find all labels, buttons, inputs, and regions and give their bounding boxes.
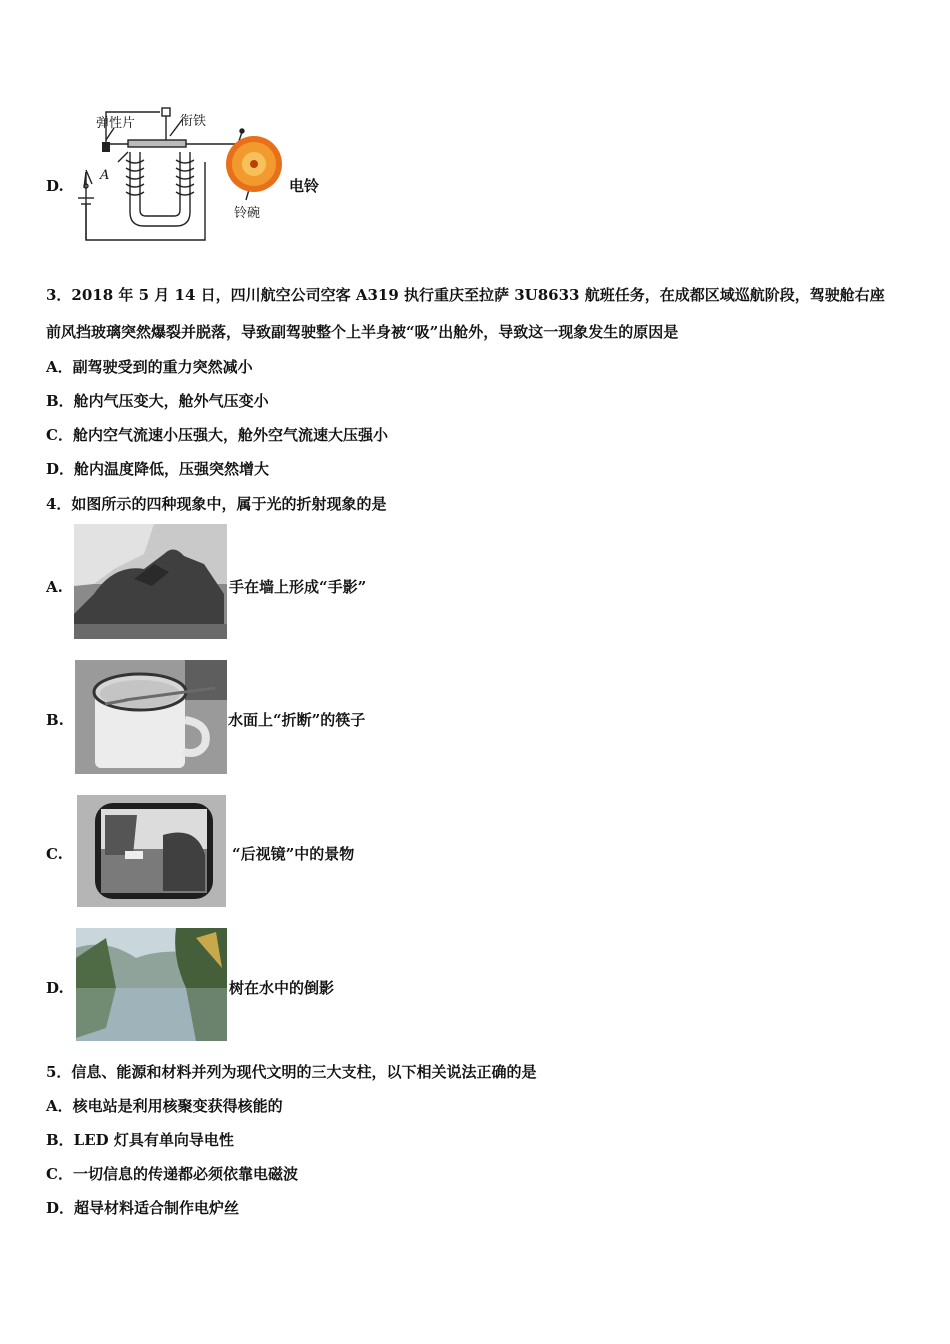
rearview-mirror-image — [77, 795, 226, 907]
q3-stem-line1: 3．2018 年 5 月 14 日，四川航空公司空客 A319 执行重庆至拉萨 3U8633 航班任务，在成都区域巡航阶段，驾驶舱右座 — [46, 286, 885, 304]
q4-option-d-label: D. — [46, 979, 64, 997]
q3-option-c: C．舱内空气流速小压强大，舱外空气流速大压强小 — [46, 426, 388, 444]
chopstick-cup-image — [75, 660, 227, 774]
q3-option-a: A．副驾驶受到的重力突然减小 — [46, 358, 253, 376]
q5-option-c: C．一切信息的传递都必须依靠电磁波 — [46, 1165, 298, 1183]
tree-reflection-image — [76, 928, 227, 1041]
q3-option-d: D．舱内温度降低，压强突然增大 — [46, 460, 270, 478]
q2-option-d-caption: 电铃 — [289, 177, 320, 195]
spring-plate-label: 弹性片 — [96, 116, 136, 131]
q4-option-b-label: B. — [46, 711, 64, 729]
armature-label: 衔铁 — [180, 114, 207, 129]
q5-option-d: D．超导材料适合制作电炉丝 — [46, 1199, 240, 1217]
q4-option-c-caption: “后视镜”中的景物 — [232, 845, 355, 863]
q2-option-d-label: D. — [46, 177, 64, 195]
q3-option-b: B．舱内气压变大，舱外气压变小 — [46, 392, 269, 410]
q4-option-a-label: A. — [46, 578, 63, 596]
bell-bowl-label: 铃碗 — [234, 206, 261, 221]
point-a-label: A — [100, 168, 110, 183]
q5-stem: 5．信息、能源和材料并列为现代文明的三大支柱，以下相关说法正确的是 — [46, 1063, 537, 1081]
q4-option-d-caption: 树在水中的倒影 — [229, 979, 335, 997]
q5-option-a: A．核电站是利用核聚变获得核能的 — [46, 1097, 283, 1115]
q4-option-a-caption: 手在墙上形成“手影” — [229, 578, 367, 596]
q4-option-b-caption: 水面上“折断”的筷子 — [228, 711, 366, 729]
q4-option-c-label: C. — [46, 845, 63, 863]
hand-shadow-image — [74, 524, 227, 639]
q4-stem: 4．如图所示的四种现象中，属于光的折射现象的是 — [46, 495, 387, 513]
electric-bell-diagram — [70, 102, 310, 244]
q5-option-b: B．LED 灯具有单向导电性 — [46, 1131, 234, 1149]
q3-stem-line2: 前风挡玻璃突然爆裂并脱落，导致副驾驶整个上半身被“吸”出舱外，导致这一现象发生的原因是 — [46, 323, 679, 341]
